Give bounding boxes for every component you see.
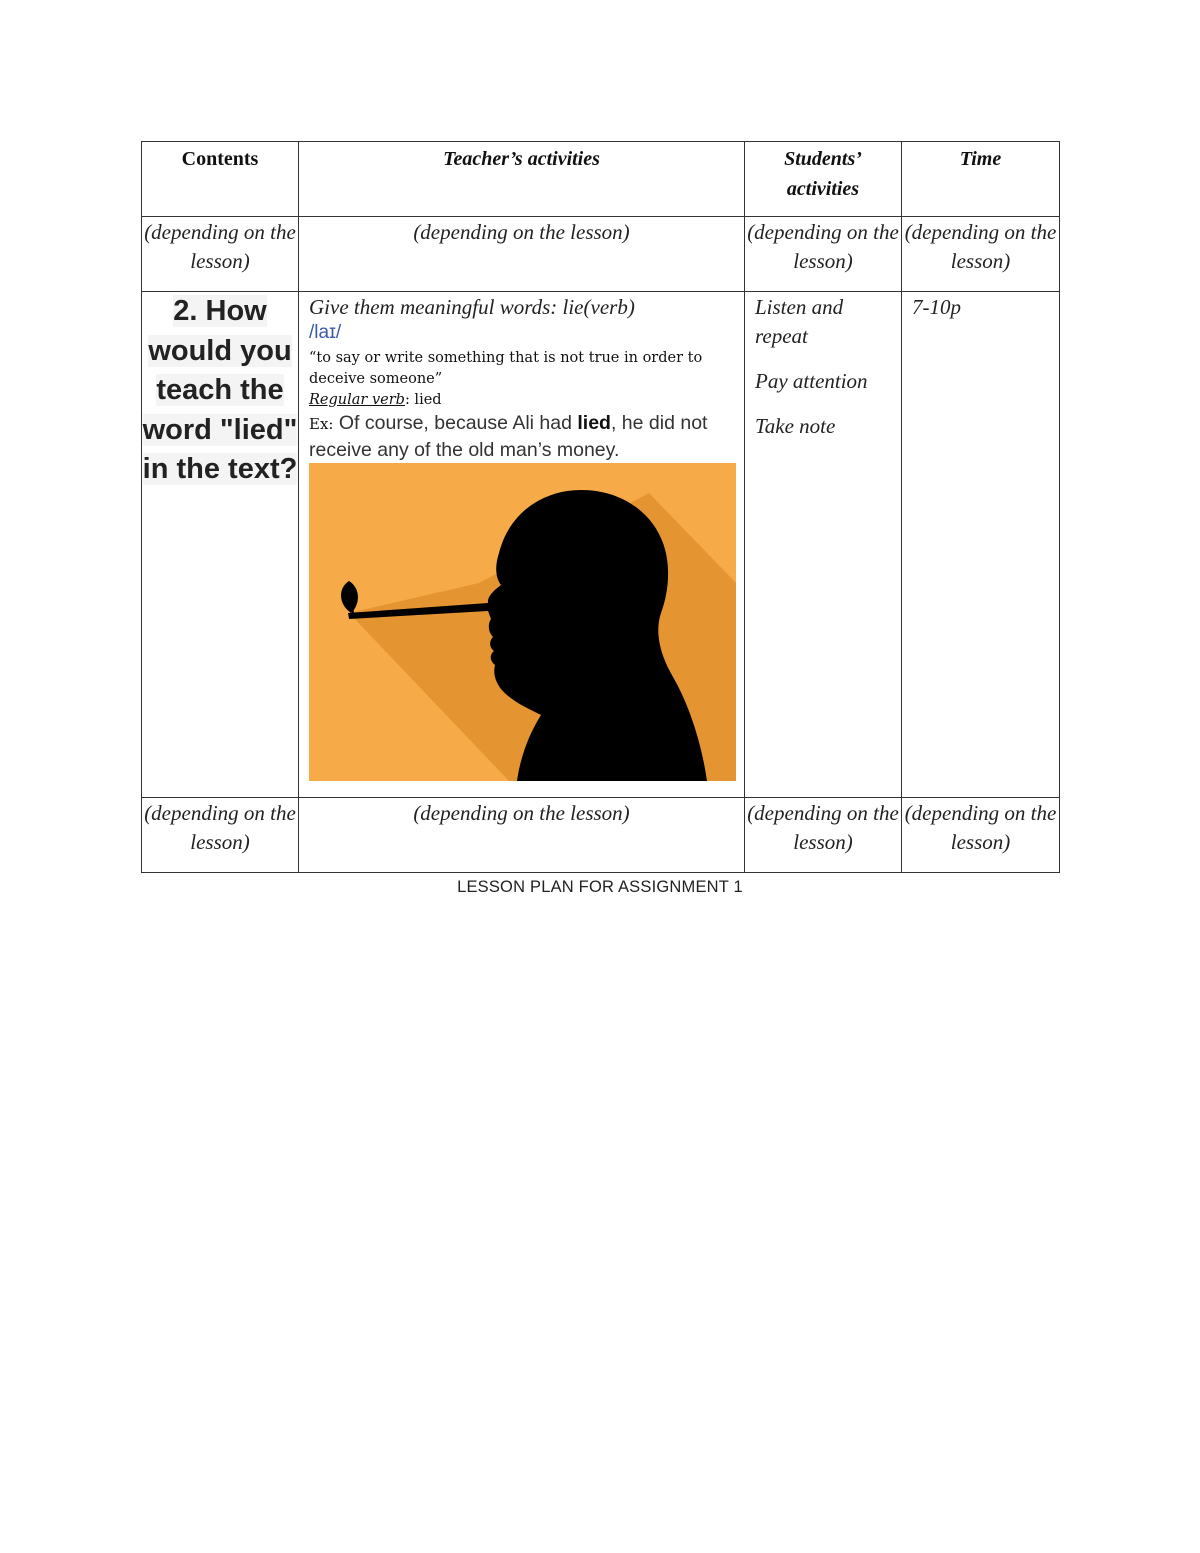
cell-contents: (depending on the lesson) bbox=[142, 798, 299, 873]
cell-time-value: 7-10p bbox=[902, 292, 1060, 798]
cell-teacher-activities bbox=[299, 292, 745, 798]
header-students-line1: Students’ bbox=[784, 148, 862, 170]
table-row-main bbox=[142, 292, 1060, 798]
regular-verb-label: Regular verb bbox=[309, 392, 405, 408]
meaningful-words-line: Give them meaningful words: lie(verb) bbox=[309, 295, 635, 319]
regular-verb-value: : lied bbox=[404, 392, 442, 408]
example-label: Ex: bbox=[309, 415, 334, 433]
student-activity: Take note bbox=[755, 414, 836, 438]
pinocchio-liar-silhouette-icon bbox=[309, 463, 736, 781]
cell-question bbox=[142, 292, 299, 798]
cell-contents: (depending on the lesson) bbox=[142, 217, 299, 292]
header-students-line2: activities bbox=[786, 178, 860, 200]
example-before: Of course, because Ali had bbox=[333, 412, 578, 434]
cell-time: (depending on the lesson) bbox=[902, 798, 1060, 873]
header-contents: Contents bbox=[142, 142, 299, 217]
cell-students: (depending on the lesson) bbox=[745, 217, 902, 292]
example-after: , he did not receive any of the old man’s money. bbox=[309, 412, 708, 461]
table-row bbox=[142, 217, 1060, 292]
document-footer: LESSON PLAN FOR ASSIGNMENT 1 bbox=[457, 878, 743, 896]
lesson-plan-table bbox=[141, 141, 1060, 873]
lesson-plan-table-wrapper bbox=[141, 141, 1060, 873]
student-activity: Pay attention bbox=[755, 369, 868, 393]
header-students-activities bbox=[745, 142, 902, 217]
cell-time: (depending on the lesson) bbox=[902, 217, 1060, 292]
cell-teacher: (depending on the lesson) bbox=[299, 217, 745, 292]
cell-students-activities bbox=[745, 292, 902, 798]
cell-students: (depending on the lesson) bbox=[745, 798, 902, 873]
header-time: Time bbox=[902, 142, 1060, 217]
definition-text: “to say or write something that is not true in order to deceive someone” bbox=[309, 350, 703, 387]
example-bold-word: lied bbox=[577, 412, 611, 434]
example-sentence bbox=[309, 410, 734, 463]
header-teacher-activities: Teacher’s activities bbox=[299, 142, 745, 217]
ipa-pronunciation: /laɪ/ bbox=[309, 322, 342, 343]
question-text: 2. How would you teach the word "lied" in the text? bbox=[142, 295, 298, 485]
header-row bbox=[142, 142, 1060, 217]
student-activity: Listen and repeat bbox=[755, 295, 844, 348]
table-row bbox=[142, 798, 1060, 873]
cell-teacher: (depending on the lesson) bbox=[299, 798, 745, 873]
regular-verb-line bbox=[309, 390, 734, 410]
